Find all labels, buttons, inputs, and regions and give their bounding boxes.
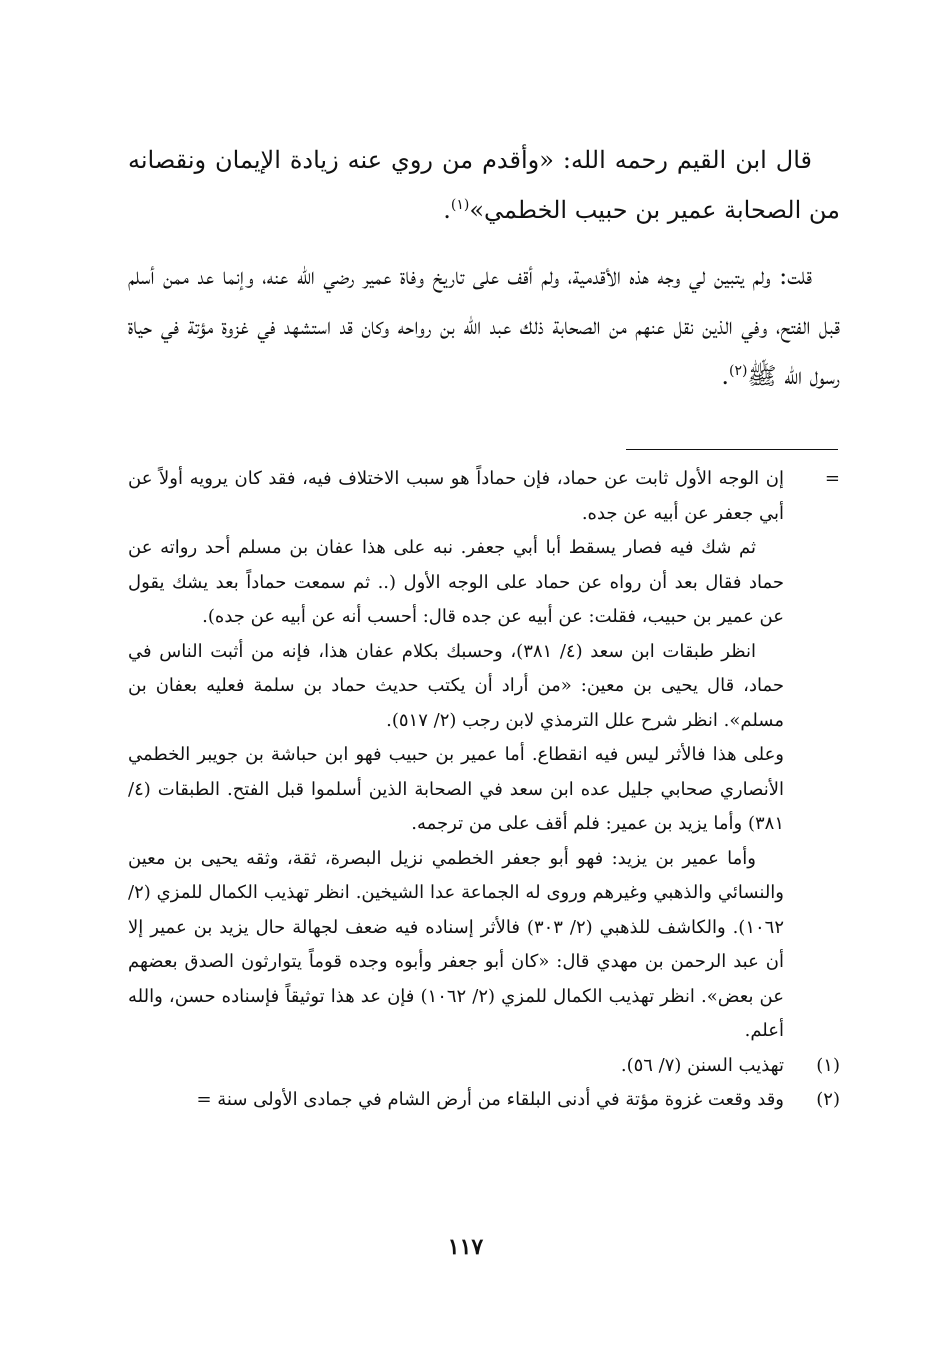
main-paragraph-2 [128,251,840,401]
main-paragraph-2-text: قلت: ولم يتبين لي وجه هذه الأقدمية، ولم أقف على تاريخ وفاة عمير رضي الله عنه، وإنما عد ممن أسلم قبل الفتح، وفي الذين نقل عنهم من الصحابة ذلك عبد الله بن رواحه وكان قد استشهد في غزوة مؤتة في حياة رسول الله ﷺ [128,262,840,390]
footnote-1-number: (١) [816,1054,840,1076]
footnote-2 [128,1083,840,1118]
footnote-separator [626,449,838,450]
continuation-mark: = [824,468,840,489]
footnote-ref-1: (١) [450,197,470,213]
sentence-end: . [443,196,451,224]
main-paragraph-1-text: قال ابن القيم رحمه الله: «وأقدم من روي عنه زيادة الإيمان ونقصانه من الصحابة عمير بن حبيب الخطمي» [128,146,840,224]
footnote-continuation [128,462,840,1049]
footnote-paragraph: وأما عمير بن يزيد: فهو أبو جعفر الخطمي نزيل البصرة، ثقة، وثقه يحيى بن معين والنسائي والذهبي وغيرهم وروى له الجماعة عدا الشيخين. انظر تهذيب الكمال للمزي (٢/ ١٠٦٢). والكاشف للذهبي (٢/ ٣٠٣) فالأثر إسناده فيه ضعف لجهالة حال يزيد بن عمير إلا أن عبد الرحمن بن مهدي قال: «كان أبو جعفر وأبوه وجده قوماً يتوارثون الصدق بعضهم عن بعض». انظر تهذيب الكمال للمزي (٢/ ١٠٦٢) فإن عد هذا توثيقاً فإسناده حسن، والله أعلم. [128,847,785,1041]
footnote-2-number: (٢) [816,1089,840,1110]
footnote-paragraph: ثم شك فيه فصار يسقط أبا أبي جعفر. نبه على هذا عفان بن مسلم أحد رواته عن حماد فقال بعد أن رواه عن حماد على الوجه الأول (.. ثم سمعت حماداً بعد يشك يقول عن عمير بن حبيب، فقلت: عن أبيه عن جده قال: أحسب أنه عن أبيه عن جده). [128,537,784,627]
footnote-paragraph: وعلى هذا فالأثر ليس فيه انقطاع. أما عمير بن حبيب فهو ابن حباشة بن جويبر الخطمي الأنصاري صحابي جليل عده ابن سعد في الصحابة الذين أسلموا قبل الفتح. الطبقات (٤/ ٣٨١) وأما يزيد بن عمير: فلم أقف على من ترجمه. [128,744,785,834]
main-paragraph-1 [128,135,840,235]
footnote-ref-2: (٢) [728,363,748,379]
footnote-paragraph: إن الوجه الأول ثابت عن حماد، فإن حماداً هو سبب الاختلاف فيه، فقد كان يرويه أولاً عن أبي جعفر عن أبيه عن جده. [128,468,784,524]
footnote-1-text: تهذيب السنن (٧/ ٥٦). [620,1054,784,1076]
footnote-1 [128,1049,840,1084]
sentence-end: . [721,362,729,390]
main-text [128,135,840,401]
footnote-paragraph: انظر طبقات ابن سعد (٤/ ٣٨١)، وحسبك بكلام عفان هذا، فإنه من أثبت الناس في حماد، قال يحيى بن معين: «من أراد أن يكتب حديث حماد بن سلمة فعليه بعفان بن مسلم». انظر شرح علل الترمذي لابن رجب (٢/ ٥١٧). [128,640,784,731]
footnote-2-text: وقد وقعت غزوة مؤتة في أدنى البلقاء من أرض الشام في جمادى الأولى سنة = [196,1089,784,1110]
footnotes [128,462,840,1118]
page-number: ١١٧ [447,1234,484,1260]
